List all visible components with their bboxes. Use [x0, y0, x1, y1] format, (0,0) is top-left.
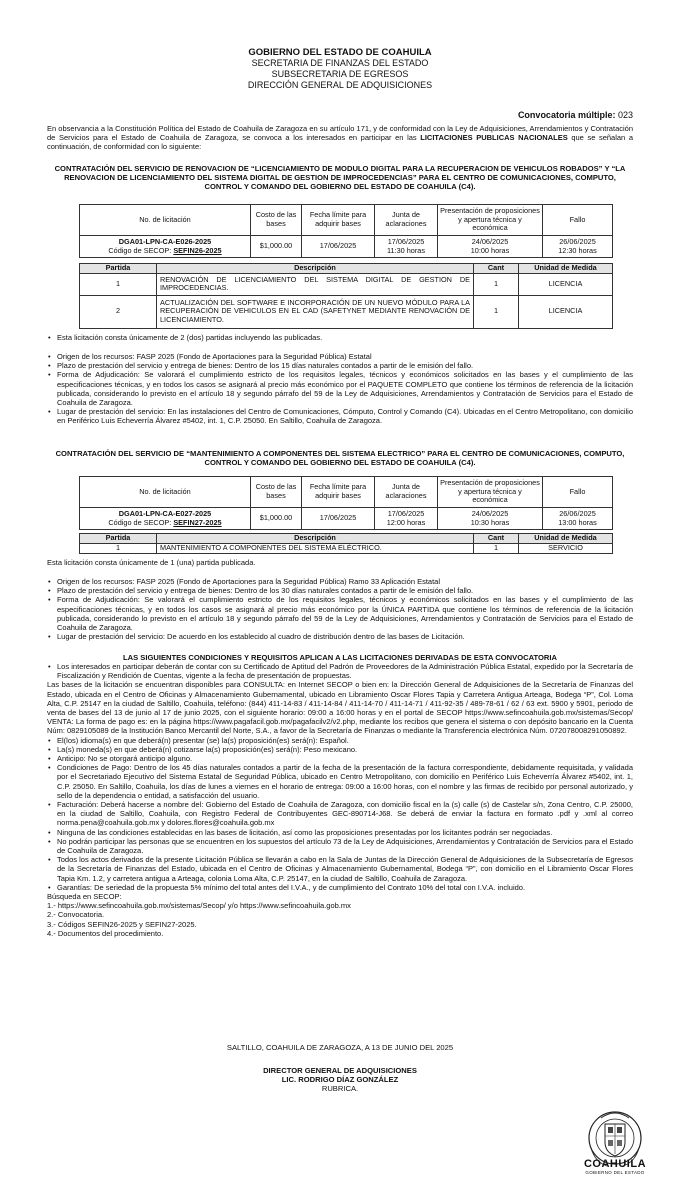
lic1-item1-cant: 1 — [474, 273, 519, 295]
lic2-header-no: No. de licitación — [80, 477, 251, 508]
logo-subtitle: GOBIERNO DEL ESTADO — [585, 1170, 645, 1175]
lic2-conditions — [47, 577, 633, 641]
list-item: • No podrán participar las personas que se encuentren en los supuestos del artículo 73 de la Ley de Adquisiciones, Arrendamientos y Contratación de Servicios para el Estado de Coahuila de Zaragoza. — [47, 837, 633, 855]
convocatoria-value: 023 — [617, 110, 633, 120]
table-row — [80, 543, 613, 553]
list-item: • Forma de Adjudicación: Se valorará el cumplimiento estricto de los requisitos legales, técnicos y económicos solicitados en las bases y el cumplimiento de las especificaciones técnicas, y en todos los casos se asignará al precio más económico por el PAQUETE COMPLETO que contiene los términos de referencia de la licitación publicada, considerando lo previsto en el artículo 18 y segundo párrafo del 59 de la Ley de Adquisiciones, Arrendamientos y Contratación de Servicios para el Estado de Coahuila de Zaragoza. — [47, 370, 633, 407]
lic2-fallo-date: 26/06/2025 — [559, 508, 596, 518]
lic1-item1-unidad: LICENCIA — [519, 273, 613, 295]
intro-paragraph — [47, 124, 633, 152]
lic2-pres-date: 24/06/2025 — [471, 508, 509, 518]
intro-text: En observancia a la Constitución Política del Estado de Coahuila de Zaragoza en su artículo 171, y de conformidad con la Ley de Adquisiciones, Arrendamientos y Contratación de Servicios para el Estado de Coahuila de Zaragoza, se convoca a los interesados en participar en las — [47, 124, 633, 143]
table-row — [80, 273, 613, 295]
list-item: • Los interesados en participar deberán de contar con su Certificado de Aptitud del Padrón de Proveedores de la Administración Pública Estatal, expedido por la Secretaría de Fiscalización y Rendición de Cuentas, vigente a la fecha de presentación de propuestas. — [47, 662, 633, 680]
lic1-junta-time: 11:30 horas — [387, 245, 425, 255]
secop-step-3: 3.- Códigos SEFIN26-2025 y SEFIN27-2025. — [47, 919, 197, 929]
lic1-fallo-time: 12:30 horas — [558, 245, 597, 255]
list-item: • Origen de los recursos: FASP 2025 (Fondo de Aportaciones para la Seguridad Pública) Ramo 33 Aplicación Estatal — [47, 577, 633, 586]
lic2-junta — [375, 508, 438, 530]
list-item: • La(s) moneda(s) en que deberá(n) cotizarse la(s) proposición(es) será(n): Peso mexicano. — [47, 745, 633, 754]
logo-name: COAHUILA — [583, 1158, 647, 1170]
lic2-items-header-desc: Descripción — [157, 534, 474, 544]
lic1-header-pres: Presentación de proposiciones y apertura técnica y económica — [438, 205, 543, 236]
lic2-code: DGA01-LPN-CA-E027-2025 — [118, 508, 212, 518]
lic1-items-table — [79, 263, 613, 329]
lic1-schedule-table — [79, 204, 613, 258]
list-item: • El(los) idioma(s) en que deberá(n) presentar (se) la(s) proposición(es) será(n): Español. — [47, 736, 633, 745]
lic2-schedule-table — [79, 476, 613, 530]
state-logo — [572, 1158, 658, 1175]
lic1-conditions — [47, 352, 633, 426]
signature-block — [0, 1066, 680, 1094]
place-date: SALTILLO, COAHUILA DE ZARAGOZA, A 13 DE JUNIO DEL 2025 — [226, 1043, 454, 1052]
header-line-3: SUBSECRETARIA DE EGRESOS — [271, 69, 409, 79]
lic2-pres — [438, 508, 543, 530]
lic1-junta — [375, 236, 438, 258]
list-item: • Origen de los recursos: FASP 2025 (Fondo de Aportaciones para la Seguridad Pública) Estatal — [47, 352, 633, 361]
conditions-body — [47, 662, 633, 938]
lic1-pres — [438, 236, 543, 258]
secop-search-label: Búsqueda en SECOP: — [47, 892, 122, 902]
lic1-items-header-desc: Descripción — [157, 264, 474, 274]
lic1-items-header-partida: Partida — [80, 264, 157, 274]
lic1-item2-partida: 2 — [80, 295, 157, 328]
table-row — [80, 508, 613, 530]
lic1-header-fallo: Fallo — [543, 205, 613, 236]
list-item: • Plazo de prestación del servicio y entrega de bienes: Dentro de los 30 días naturales contados a partir de le emisión del fallo. — [47, 586, 633, 595]
lic2-item1-unidad: SERVICIO — [519, 543, 613, 553]
lic2-code-cell — [80, 508, 251, 530]
lic1-code-cell — [80, 236, 251, 258]
lic2-note: Esta licitación consta únicamente de 1 (una) partida publicada. — [47, 558, 256, 567]
lic1-fallo-date: 26/06/2025 — [559, 236, 596, 246]
list-item: • Todos los actos derivados de la presente Licitación Pública se llevarán a cabo en la Sala de Juntas de la Dirección General de Adquisiciones de la Subsecretaría de Egresos de la Secretaría de Finanzas del Estado, ubicada en el Centro de Oficinas y Almacenamiento Gubernamental, Bodega “P”, con domicilio en el Libramiento Oscar Flores Tapia Km. 1.2, y carretera antigua a Arteaga, colonia Loma Alta, C.P. 25147, en la ciudad de Saltillo, Coahuila de Zaragoza. — [47, 855, 633, 883]
list-item: • Lugar de prestación del servicio: De acuerdo en los establecido al cuadro de distribución dentro de las bases de Licitación. — [47, 632, 633, 641]
lic1-secop-label: Código de SECOP: — [108, 245, 172, 255]
secop-step-2: 2.- Convocatoria. — [47, 910, 105, 920]
signer-rubrica: RUBRICA. — [321, 1084, 359, 1094]
intro-tail: que se señalan a continuación, de conformidad con lo siguiente: — [47, 133, 633, 152]
lic2-header-limit: Fecha límite para adquirir bases — [302, 477, 375, 508]
convocatoria-label: Convocatoria múltiple: — [517, 110, 616, 120]
lic1-code: DGA01-LPN-CA-E026-2025 — [118, 236, 212, 246]
lic2-junta-time: 12:00 horas — [386, 517, 426, 527]
header-line-1: GOBIERNO DEL ESTADO DE COAHUILA — [248, 47, 432, 58]
lic1-cost: $1,000.00 — [251, 236, 302, 258]
secop-step-1: 1.- https://www.sefincoahuila.gob.mx/sistemas/Secop/ y/o https://www.sefincoahuila.gob.mx — [47, 901, 351, 911]
lic2-items-header-partida: Partida — [80, 534, 157, 544]
table-row — [80, 236, 613, 258]
lic1-pres-time: 10:00 horas — [470, 245, 510, 255]
lic1-items-header-cant: Cant — [474, 264, 519, 274]
lic2-title: CONTRATACIÓN DEL SERVICIO DE “MANTENIMIENTO A COMPONENTES DEL SISTEMA ELECTRICO” PARA EL CENTRO DE COMUNICACIONES, COMPUTO, CONTROL Y COMANDO DEL GOBIERNO DEL ESTADO DE COAHUILA (C4). — [55, 449, 625, 468]
list-item: • Condiciones de Pago: Dentro de los 45 días naturales contados a partir de la fecha de la presentación de la factura correspondiente, debidamente requisitada, y validada por el Secretariado Ejecutivo del Sistema Estatal de Seguridad Pública, ubicado en Centro Metropolitano, con domicilio en Periférico Luis Echeverría Álvarez #5402, int. 1, C.P. 25050. En Saltillo, Coahuila, los días de lunes a viernes en el horario de entrega: 09:00 a 16:00 horas, con el nombre y las firmas de recibido por personal autorizado, y sello de la dependencia o entidad, a satisfacción del usuario. — [47, 763, 633, 800]
lic1-header-no: No. de licitación — [80, 205, 251, 236]
lic1-limit: 17/06/2025 — [302, 236, 375, 258]
table-row — [80, 295, 613, 328]
lic2-header-pres: Presentación de proposiciones y apertura técnica y económica — [438, 477, 543, 508]
lic2-junta-date: 17/06/2025 — [387, 508, 425, 518]
lic1-item1-partida: 1 — [80, 273, 157, 295]
list-item: • Plazo de prestación del servicio y entrega de bienes: Dentro de los 15 días naturales contados a partir de le emisión del fallo. — [47, 361, 633, 370]
lic1-header-limit: Fecha límite para adquirir bases — [302, 205, 375, 236]
lic2-item1-cant: 1 — [474, 543, 519, 553]
lic1-title: CONTRATACIÓN DEL SERVICIO DE RENOVACION DE “LICENCIAMIENTO DE MODULO DIGITAL PARA LA RECUPERACION DE VEHICULOS ROBADOS” Y “LA RENOVACION DE LICENCIAMIENTO DEL SISTEMA DIGITAL DE GESTION DE IMPROCEDENCIAS” PARA EL CENTRO DE COMUNICACIONES, COMPUTO, CONTROL Y COMANDO DEL GOBIERNO DEL ESTADO DE COAHUILA (C4). — [54, 164, 626, 192]
list-item: • Lugar de prestación del servicio: En las instalaciones del Centro de Comunicaciones, Cómputo, Control y Comando (C4). Ubicadas en el Centro Metropolitano, con domicilio en Periférico Luis Echeverría Álvarez #5402, int. 1, C.P. 25050. En Saltillo, Coahuila de Zaragoza. — [47, 407, 633, 425]
lic1-item2-desc: ACTUALIZACIÓN DEL SOFTWARE E INCORPORACIÓN DE UN NUEVO MÓDULO PARA LA RECUPERACIÓN DE VEHICULOS EN EL CAD (SAFETYNET MEDIANTE RENOVACIÓN DE LICENCIAMIENTO. — [157, 295, 474, 328]
lic2-item1-partida: 1 — [80, 543, 157, 553]
list-item: • Ninguna de las condiciones establecidas en las bases de licitación, así como las proposiciones presentadas por los licitantes podrán ser negociadas. — [47, 828, 633, 837]
lic2-secop-label: Código de SECOP: — [108, 517, 172, 527]
lic1-note — [47, 333, 633, 342]
bases-paragraph: Las bases de la licitación se encuentran disponibles para CONSULTA: en Internet SECOP o bien en: la Dirección General de Adquisiciones de la Secretaría de Finanzas del Estado, ubicada en el Centro de Oficinas y Almacenamiento Gubernamental, ubicado en Libramiento Oscar Flores Tapia y Carretera Antigua Arteaga, Bodega “P”, Col. Loma Alta, C.P. 25147 en la ciudad de Saltillo, Coahuila, teléfono: (844) 411-14-83 / 411-14-84 / 411-14-70 / 411-14-71 / 411-92-35 / 489-78-61 / 62 / 63 ext. 5900 y 5901, periodo de venta de bases del 13 de junio al 17 de junio 2025, con el siguiente horario: 09:00 a 16:00 horas y en el portal de SECOP https://www.sefincoahuila.gob.mx/sistemas/Secop/ VENTA: La forma de pago es: en la página https://www.pagafacil.gob.mx/pagafacilv2/v2.php, mediante los recibos que genera el sistema o con depósito bancario en la Cuenta Núm: 0829105089 de la Institución Banco Mercantil del Norte, S.A., a favor de la Secretaría de Finanzas o mediante la Transferencia electrónica Núm. 072078008291050892. — [47, 680, 633, 736]
list-item: • Forma de Adjudicación: Se valorará el cumplimiento estricto de los requisitos legales, técnicos y económicos solicitados en las bases y el cumplimiento de las especificaciones técnicas, y en todos los casos se asignará al precio más económico por la ÚNICA PARTIDA que contiene los términos de referencia de la licitación publicada, considerando lo previsto en el artículo 18 y segundo párrafo del 59 de la Ley de Adquisiciones, Arrendamientos y Contratación de Servicios para el Estado de Coahuila de Zaragoza. — [47, 595, 633, 632]
secop-step-4: 4.- Documentos del procedimiento. — [47, 928, 164, 938]
lic1-item2-cant: 1 — [474, 295, 519, 328]
lic1-header-junta: Junta de aclaraciones — [375, 205, 438, 236]
lic2-header-cost: Costo de las bases — [251, 477, 302, 508]
lic2-fallo — [543, 508, 613, 530]
conditions-title: LAS SIGUIENTES CONDICIONES Y REQUISITOS APLICAN A LAS LICITACIONES DERIVADAS DE ESTA CONVOCATORIA — [122, 653, 557, 662]
intro-bold: LICITACIONES PUBLICAS NACIONALES — [420, 133, 568, 143]
lic1-item2-unidad: LICENCIA — [519, 295, 613, 328]
list-item: • Anticipo: No se otorgará anticipo alguno. — [47, 754, 633, 763]
list-item: • Facturación: Deberá hacerse a nombre del: Gobierno del Estado de Coahuila de Zaragoza, con domicilio fiscal en la (s) calle (s) de Castelar s/n, Zona Centro, C.P. 25000, en la ciudad de Saltillo, Coahuila, con Registro Federal de Contribuyentes GEC-890714-J68. Se deberá de enviar la factura en formato .pdf y .xml al correo norma.pena@coahuila.gob.mx y dolores.flores@coahuila.gob.mx — [47, 800, 633, 828]
header-line-4: DIRECCIÓN GENERAL DE ADQUISICIONES — [247, 80, 433, 90]
header-line-2: SECRETARIA DE FINANZAS DEL ESTADO — [251, 58, 429, 68]
lic1-junta-date: 17/06/2025 — [387, 236, 425, 246]
lic2-items-table — [79, 533, 613, 554]
lic2-cost: $1,000.00 — [251, 508, 302, 530]
lic1-secop-code: SEFIN26-2025 — [173, 245, 222, 255]
lic1-fallo — [543, 236, 613, 258]
lic2-header-fallo: Fallo — [543, 477, 613, 508]
list-item: • Garantías: De seriedad de la propuesta 5% mínimo del total antes del I.V.A., y de cumplimiento del Contrato 10% del total con I.V.A. incluido. — [47, 883, 633, 892]
lic2-pres-time: 10:30 horas — [470, 517, 510, 527]
lic1-header-cost: Costo de las bases — [251, 205, 302, 236]
lic1-pres-date: 24/06/2025 — [471, 236, 509, 246]
signer-title: DIRECTOR GENERAL DE ADQUISICIONES — [263, 1066, 417, 1075]
lic1-items-header-unidad: Unidad de Medida — [519, 264, 613, 274]
signer-name: LIC. RODRIGO DÍAZ GONZÁLEZ — [281, 1075, 399, 1085]
document-header — [0, 47, 680, 91]
lic1-note-text: • Esta licitación consta únicamente de 2 (dos) partidas incluyendo las publicadas. — [47, 333, 633, 342]
lic2-items-header-unidad: Unidad de Medida — [519, 534, 613, 544]
lic1-item1-desc: RENOVACIÓN DE LICENCIAMIENTO DEL SISTEMA DIGITAL DE GESTION DE IMPROCEDENCIAS. — [157, 273, 474, 295]
lic2-secop-code: SEFIN27-2025 — [173, 517, 222, 527]
lic2-header-junta: Junta de aclaraciones — [375, 477, 438, 508]
lic2-limit: 17/06/2025 — [302, 508, 375, 530]
lic2-fallo-time: 13:00 horas — [558, 517, 597, 527]
convocatoria-number — [518, 110, 633, 120]
lic2-item1-desc: MANTENIMIENTO A COMPONENTES DEL SISTEMA ELÉCTRICO. — [157, 543, 474, 553]
lic2-items-header-cant: Cant — [474, 534, 519, 544]
